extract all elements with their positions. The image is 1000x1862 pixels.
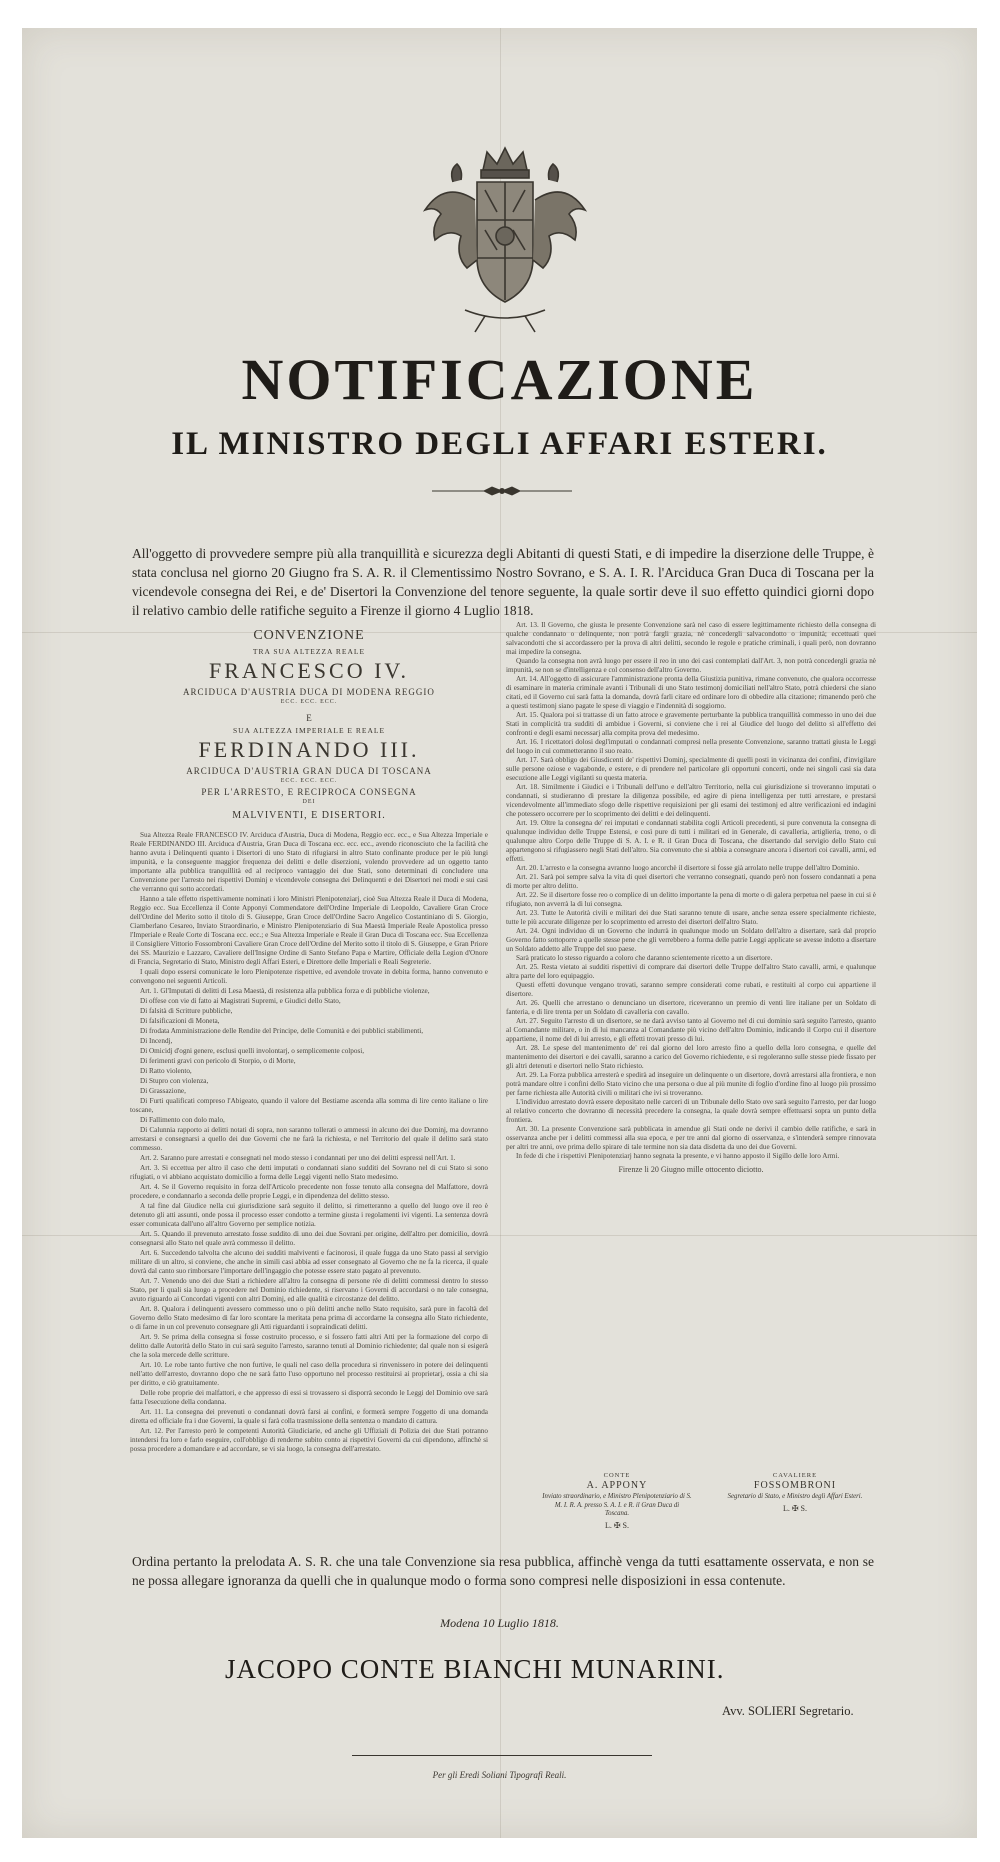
signatory xyxy=(720,1472,870,1513)
article-paragraph: Art. 13. Il Governo, che giusta le presente Convenzione sarà nel caso di essere legittimamente richiesto della consegna di qualche condannato o delinquente, non potrà fargli grazia, nè concedergli salvacondotto o impunità; eccettuati quei salvacondotti che si accordassero per la prova di altri delitti, secondo le regole e pratiche criminali, i quali però, non dovranno mai impedire la consegna. xyxy=(506,621,876,656)
right-column xyxy=(506,611,876,1174)
article-paragraph: Art. 29. La Forza pubblica arresterà e spedirà ad inseguire un delinquente o un disertore, dovrà arrestarsi alla frontiera, e non potrà mandare oltre i confini dello Stato vicino che una persona o due al più munite di foglio d'ordine fino al luogo più prossimo per farne richiesta alle Autorità civili o militari che ivi si troveranno. xyxy=(506,1071,876,1097)
article-paragraph: Art. 3. Si eccettua per altro il caso che detti imputati o condannati siano sudditi del Sovrano nel di cui Stato si sono rifugiati, o vi abbiano acquistato domicilio a forma delle Leggi vigenti nello Stato medesimo. xyxy=(130,1164,488,1181)
convention-line: SUA ALTEZZA IMPERIALE E REALE xyxy=(232,726,386,735)
signatory-role: Inviato straordinario, e Ministro Plenipotenziario di S. M. I. R. A. presso S. A. I. e R. il Gran Duca di Toscana. xyxy=(542,1493,692,1517)
closing-paragraph: Ordina pertanto la prelodata A. S. R. che una tale Convenzione sia resa pubblica, affinchè venga da tutti esattamente osservata, e non se ne possa allegare ignoranza da quelli che in qualunque modo o forma sono compresi nelle disposizioni in essa contenute. xyxy=(132,1554,874,1588)
convention-line: TRA SUA ALTEZZA REALE xyxy=(252,647,366,656)
article-paragraph: Di offese con vie di fatto ai Magistrati Supremi, e Giudici dello Stato, xyxy=(140,997,341,1005)
article-paragraph: Di Calunnia rapporto ai delitti notati di sopra, non saranno tollerati o ammessi in alcuno dei due Dominj, ma dovranno arrestarsi e consegnarsi a quello dei due Governi che ne farà la richiesta, e nel Territorio del quale il delitto sarà stato commesso. xyxy=(130,1126,488,1152)
convention-date: Firenze li 20 Giugno mille ottocento diciotto. xyxy=(618,1165,764,1174)
article-paragraph: Art. 16. I ricettatori dolosi degl'imputati o condannati compresi nella presente Convenzione, saranno trattati giusta le Leggi del luogo in cui commetteranno il suo reato. xyxy=(506,738,876,755)
convention-title: CONVENZIONE xyxy=(253,628,365,643)
conjunction: E xyxy=(306,713,312,723)
seal-mark: L. ✠ S. xyxy=(782,1503,808,1513)
article-paragraph: Di Incendj, xyxy=(140,1037,173,1045)
article-paragraph: I quali dopo essersi comunicate le loro Plenipotenze rispettive, ed avendole trovate in debita forma, hanno convenuto e convengono nei seguenti Articoli. xyxy=(130,968,488,985)
article-paragraph: Di Fallimento con dolo malo, xyxy=(140,1116,225,1124)
convention-subject: MALVIVENTI, E DISERTORI. xyxy=(232,810,386,821)
article-paragraph: Art. 1. Gl'Imputati di delitti di Lesa Maestà, di resistenza alla pubblica forza e di pubbliche violenze, xyxy=(140,987,430,995)
article-paragraph: Di falsificazioni di Moneta, xyxy=(140,1017,220,1025)
article-paragraph: Questi effetti dovunque vengano trovati, saranno sempre considerati come rubati, e restituiti al corpo cui appartiene il disertore. xyxy=(506,981,876,998)
article-paragraph: Art. 22. Se il disertore fosse reo o complice di un delitto importante la pena di morte o di galera perpetua nel paese in cui si è rifugiato, non avverrà la di lui consegna. xyxy=(506,891,876,908)
article-paragraph: Di falsità di Scritture pubbliche, xyxy=(140,1007,233,1015)
article-paragraph: Art. 23. Tutte le Autorità civili e militari dei due Stati saranno tenute di usare, anche senza essere specialmente richieste, tutte le più accurate diligenze per lo scoprimento ed arresto dei disertori dell'altro Stato. xyxy=(506,909,876,926)
article-paragraph: Di Ratto violento, xyxy=(140,1067,192,1075)
convention-purpose: PER L'ARRESTO, E RECIPROCA CONSEGNA xyxy=(201,787,417,797)
article-paragraph: Art. 12. Per l'arresto però le competenti Autorità Giudiciarie, ed anche gli Uffiziali di Polizia dei due Stati potranno intendersi fra loro e farlo eseguire, coll'obbligo di renderne subito conto ai rispettivi Governi da cui dipendono, affinchè si possa procedere a domandare e ad accordare, se vi sia luogo, la consegna dell'arrestato. xyxy=(130,1427,488,1453)
notice-sheet xyxy=(22,28,977,1838)
article-paragraph: Art. 7. Venendo uno dei due Stati a richiedere all'altro la consegna di persone rée di delitti commessi dentro lo stesso Stato, per li quali sia luogo a procedere nel Dominio richiedente, si riservano i Governi di accordarsi o no tale consegna, avuto riguardo ai Concordati vigenti con altri Dominj, ed alle qualità e circostanze del delitto. xyxy=(130,1277,488,1303)
article-paragraph: Di Omicidj d'ogni genere, esclusi quelli involontarj, o semplicemente colposi, xyxy=(140,1047,365,1055)
article-paragraph: A tal fine dal Giudice nella cui giurisdizione sarà seguito il delitto, si rimetteranno a quello del luogo ove il reo è detenuto gli atti assunti, onde possa il processo esser condotto a termine giusta i regolamenti ivi vigenti. La sentenza dovrà esser comunicata dall'uno all'altro Governo per semplice notizia. xyxy=(130,1202,488,1228)
ruler-name: FERDINANDO III. xyxy=(198,737,420,762)
intro-paragraph: All'oggetto di provvedere sempre più alla tranquillità e sicurezza degli Abitanti di questi Stati, e di impedire la diserzione delle Truppe, è stata conclusa nel giorno 20 Giugno fra S. A. R. il Clementissimo Nostro Sovrano, e S. A. I. R. l'Arciduca Gran Duca di Toscana per la vicendevole consegna dei Rei, e de' Disertori la Convenzione del tenore seguente, la quale sortir deve il suo effetto quindici giorni dopo il relativo cambio delle ratifiche seguito a Firenze il giorno 4 Luglio 1818. xyxy=(132,546,874,618)
article-paragraph: Art. 30. La presente Convenzione sarà pubblicata in amendue gli Stati onde ne derivi il cambio delle ratifiche, e sarà in osservanza anche per i delitti commessi alla sua epoca, e per tre anni dal giorno di osservanza, e s'intenderà sempre rinnovata per altri tre anni, ove prima dello spirare di tale termine non sia data disdetta da uno dei due Governi. xyxy=(506,1125,876,1151)
article-paragraph: Di frodata Amministrazione delle Rendite del Principe, delle Comunità e dei pubblici stabilimenti, xyxy=(140,1027,424,1035)
article-paragraph: Quando la consegna non avrà luogo per essere il reo in uno dei casi contemplati dall'Art. 3, non potrà concedergli grazia nè impunità, se non se d'intelligenza e col consenso dell'altro Governo. xyxy=(506,657,876,674)
article-paragraph: L'individuo arrestato dovrà essere depositato nelle carceri di un Tribunale dello Stato ove sarà seguito l'arresto, per dar luogo al relativo concerto che dovranno di necessità precedere la consegna, la quale dovrà sempre effettuarsi sopra un punto della frontiera. xyxy=(506,1098,876,1124)
article-paragraph: Art. 25. Resta vietato ai sudditi rispettivi di comprare dai disertori delle Truppe dell'altro Stato cavalli, armi, e qualunque altra parte del loro equipaggio. xyxy=(506,963,876,980)
ornament-divider-icon xyxy=(432,484,572,498)
article-paragraph: Art. 28. Le spese del mantenimento de' rei dal giorno del loro arresto fino a quello della loro consegna, e quelle del mantenimento dei disertori e dei cavalli, saranno a carico del Governo richiedente, e si regoleranno sulle stesse piede fissato per gli altri detenuti e disertori nello Stato richiesto. xyxy=(506,1044,876,1070)
page-title: NOTIFICAZIONE xyxy=(241,347,758,412)
convention-articles-right xyxy=(506,621,876,1174)
article-paragraph: Art. 26. Quelli che arrestano o denunciano un disertore, riceveranno un premio di venti lire italiane per un Soldato di fanteria, e di lire trenta per un Soldato di cavalleria con cavallo. xyxy=(506,999,876,1016)
seal-mark: L. ✠ S. xyxy=(604,1520,630,1530)
signer-name: JACOPO CONTE BIANCHI MUNARINI. xyxy=(225,1654,725,1684)
page-subtitle: IL MINISTRO DEGLI AFFARI ESTERI. xyxy=(171,426,828,462)
article-paragraph: In fede di che i rispettivi Plenipotenziarj hanno segnata la presente, e vi hanno apposto il Sigillo delle loro Armi. xyxy=(516,1152,840,1160)
ruler-name: FRANCESCO IV. xyxy=(209,658,409,683)
ruler-title: ARCIDUCA D'AUSTRIA DUCA DI MODENA REGGIO xyxy=(183,687,435,697)
ruler-title: ARCIDUCA D'AUSTRIA GRAN DUCA DI TOSCANA xyxy=(186,766,432,776)
article-paragraph: Art. 8. Qualora i delinquenti avessero commesso uno o più delitti anche nello Stato requisito, sarà pure in facoltà del Governo dello Stato medesimo di far loro scontare la meritata pena prima di accordarne la consegna allo Stato richiedente, o di farne in un col prevenuto consegnare gli Atti riguardanti i sopraindicati delitti. xyxy=(130,1305,488,1331)
convention-articles-left xyxy=(130,831,488,1454)
signatory-name: A. APPONY xyxy=(586,1480,648,1491)
signatory-rank: CONTE xyxy=(603,1472,631,1479)
left-column xyxy=(130,624,488,1455)
article-paragraph: Di ferimenti gravi con pericolo di Storpio, o di Morte, xyxy=(140,1057,296,1065)
article-paragraph: Art. 15. Qualora poi si trattasse di un fatto atroce e gravemente perturbante la pubblica tranquillità commesso in uno dei due Stati in complicità tra sudditi di ambidue i Governi, si conviene che i rei al Giudice del luogo del delitto sì all'effetto dei confronti e degli esami necessarj alla compita prova del medesimo. xyxy=(506,711,876,737)
signatory xyxy=(542,1472,692,1530)
convention-dei: DEI xyxy=(302,799,316,805)
article-paragraph: Art. 9. Se prima della consegna si fosse costruito processo, e si fossero fatti altri Atti per la formazione del corpo di delitto dalle Autorità dello Stato in cui sarà seguito l'arresto, saranno tenuti al Dominio richiedente; dal quale non si esigerà che la sola mercede delle scritture. xyxy=(130,1333,488,1359)
article-paragraph: Art. 6. Succedendo talvolta che alcuno dei sudditi malviventi e facinorosi, il quale fugga da uno Stato passi al servigio militare di un altro, si conviene, che anche in simili casi abbia ad esser consegnato al Governo che ne fa la ricerca, il quale dovrà dal canto suo rimborsare l'importare dell'ingaggio che potesse essere stato pagato al prevenuto. xyxy=(130,1249,488,1275)
signatory-name: FOSSOMBRONI xyxy=(753,1480,837,1491)
divider-rule xyxy=(352,1755,652,1756)
article-paragraph: Di Grassazione, xyxy=(140,1087,186,1095)
article-paragraph: Delle robe proprie dei malfattori, e che appresso di essi si trovassero si disporrà secondo le Leggi del Dominio ove sarà fatta l'esecuzione della condanna. xyxy=(130,1389,488,1406)
article-paragraph: Di Furti qualificati compreso l'Abigeato, quando il valore del Bestiame ascenda alla somma di lire cento italiane o lire toscane, xyxy=(130,1097,488,1114)
article-paragraph: Art. 24. Ogni individuo di un Governo che indurrà in qualunque modo un Soldato dell'altro a disertare, sarà dal proprio Governo fatto sottoporre a quelle stesse pene che gli verrebbero a forma delle patrie Leggi applicate se avesse indotto a disertare un Soldato addetto alle Truppe del suo paese. xyxy=(506,927,876,953)
secretary-name: Avv. SOLIERI Segretario. xyxy=(722,1704,854,1718)
printer-line: Per gli Eredi Soliani Tipografi Reali. xyxy=(432,1770,567,1780)
article-paragraph: Art. 27. Seguito l'arresto di un disertore, se ne darà avviso tanto al Governo nel di cui dominio sarà seguito l'arresto, quanto al Comandante militare, o in di lui mancanza al Comandante più vicino dell'altro Dominio, indicando il Corpo cui il disertore appartiene, il nome del di lui arresto, e gli effetti trovati presso di lui. xyxy=(506,1017,876,1043)
article-paragraph: Art. 5. Quando il prevenuto arrestato fosse suddito di uno dei due Sovrani per origine, dell'altro per domicilio, dovrà consegnarsi allo Stato nel quale avrà commesso il delitto. xyxy=(130,1230,488,1247)
etc-line: ECC. ECC. ECC. xyxy=(280,778,338,784)
article-paragraph: Art. 14. All'oggetto di assicurare l'amministrazione pronta della Giustizia punitiva, rimane convenuto, che qualora occorresse di esaminare in materia criminale avanti i Tribunali di uno Stato testimonj domiciliati nell'altro Stato, potrà chiedersi che siano citati, ed il Governo cui sarà fatta la domanda, dovrà farli citare ed ordinare loro di obbedire alla citazione; rimanendo però che a questi testimonj siano pagate le spese di viaggio e l'indennità di soggiorno. xyxy=(506,675,876,710)
etc-line: ECC. ECC. ECC. xyxy=(280,699,338,705)
article-paragraph: Art. 2. Saranno pure arrestati e consegnati nel modo stesso i condannati per uno dei delitti espressi nell'Art. 1. xyxy=(140,1154,456,1162)
article-paragraph: Art. 19. Oltre la consegna de' rei imputati e condannati stabilita cogli Articoli precedenti, si pure convenuta la consegna di qualunque individuo delle Truppe Estensi, e così pure di tutti i militari ed in Generale, di cavalleria, artiglieria, treno, o di qualunque altro Corpo delle Truppe di S. A. I. e R. il Gran Duca di Toscana, che disertando dal servigio dello Stato cui appartengono si rifugiassero negli Stati dell'altro. Sia convenuto che si abbia a consegnare ancora i disertori coi cavalli, armi, ed effetti. xyxy=(506,819,876,863)
article-paragraph: Art. 18. Similmente i Giudici e i Tribunali dell'uno e dell'altro Territorio, nella cui giurisdizione si troveranno imputati o condannati, si studieranno di prestare la diligenza possibile, ed agire di piena intelligenza per tutti arrestare, e prestarsi vicendevolmente all'immediato sfogo delle rispettive requisizioni per gli esami dei testimonj ed altre verificazioni ed indagini che potessero occorrere per lo scoprimento dei delitti e dei delinquenti. xyxy=(506,783,876,818)
article-paragraph: Hanno a tale effetto rispettivamente nominati i loro Ministri Plenipotenziarj, cioè Sua Altezza Reale il Duca di Modena, Reggio ecc. Sua Eccellenza il Conte Apponyi Commendatore dell'Ordine Imperiale di Leopoldo, Cavaliere Gran Croce dell'Ordine del Merito sotto il titolo di S. Giuseppe, Gran Croce dell'Ordine Sacro Angelico Costantiniano di S. Giorgio, Ciamberlano Cesareo, Inviato Straordinario, e Ministro Plenipotenziario di Sua Maestà Imperiale Reale Apostolica presso l'Imperiale e Reale Corte di Toscana ecc. ecc.; e Sua Altezza Imperiale e Reale il Gran Duca di Toscana ecc. Sua Eccellenza il Consigliere Vittorio Fossombroni Cavaliere Gran Croce dell'Ordine del Merito sotto il titolo di S. Giuseppe, e Gran Priore dei SS. Maurizio e Lazzaro, Cavaliere dell'Insigne Ordine di Santo Stefano Papa e Martire, Officiale della Legion d'Onore di Francia, Segretario di Stato, Ministro degli Affari Esteri, e Direttore delle Imperiali e Reali Segreterie. xyxy=(130,895,488,966)
signatory-rank: CAVALIERE xyxy=(772,1472,818,1479)
signatory-role: Segretario di Stato, e Ministro degli Affari Esteri. xyxy=(727,1493,863,1500)
article-paragraph: Di Stupro con violenza, xyxy=(140,1077,209,1085)
article-paragraph: Sua Altezza Reale FRANCESCO IV. Arciduca d'Austria, Duca di Modena, Reggio ecc. ecc., e Sua Altezza Imperiale e Reale FERDINANDO III. Arciduca d'Austria, Gran Duca di Toscana ecc. ecc. ecc., avendo riconosciuto che la facilità che hanno avuta i Delinquenti quanto i Disertori di uno Stato di rifugiarsi in altro Stato confinante produce per le più lungi impunità, e la conseguente maggior frequenza dei delitti e delle diserzioni, volendo provvedere ad un oggetto tanto importante alla pubblica tranquillità ed al reciproco vantaggio dei due Stati, sono determinati di concludere una Convenzione per l'arresto nei rispettivi Dominj e vicendevole consegna dei Delinquenti e dei Disertori nei modi e sui casi che verranno qui sotto accordati. xyxy=(130,831,488,893)
article-paragraph: Sarà praticato lo stesso riguardo a coloro che daranno scientemente ricetto a un disertore. xyxy=(516,954,773,962)
article-paragraph: Art. 11. La consegna dei prevenuti o condannati dovrà farsi ai confini, e formerà sempre l'oggetto di una domanda diretta ed officiale fra i due Governi, la quale si farà colla trasmissione della sentenza o mandato di cattura. xyxy=(130,1408,488,1425)
ducal-crest-icon xyxy=(405,140,605,340)
date-line: Modena 10 Luglio 1818. xyxy=(440,1616,559,1630)
article-paragraph: Art. 4. Se il Governo requisito in forza dell'Articolo precedente non fosse tenuto alla consegna del Malfattore, dovrà procedere, e condannarlo a seconda delle proprie Leggi, e in dipendenza del delitto stesso. xyxy=(130,1183,488,1200)
article-paragraph: Art. 21. Sarà poi sempre salva la vita di quei disertori che verranno consegnati, quando però non fossero condannati a pena di morte per altro delitto. xyxy=(506,873,876,890)
article-paragraph: Art. 20. L'arresto e la consegna avranno luogo ancorchè il disertore si fosse già arrolato nelle truppe dell'altro Dominio. xyxy=(516,864,860,872)
article-paragraph: Art. 10. Le robe tanto furtive che non furtive, le quali nel caso della procedura si rinvenissero in potere dei delinquenti nell'atto dell'arresto, dovranno dopo che ne sarà fatto l'uso opportuno nel processo restituirsi ai proprietarj, ossia a chi sia per diritto, e ciò gratuitamente. xyxy=(130,1361,488,1387)
article-paragraph: Art. 17. Sarà obbligo dei Giusdicenti de' rispettivi Dominj, specialmente di quelli posti in vicinanza dei confini, d'invigilare sulle persone oziose e vagabonde, e estere, e di prendere nel particolare gli opportuni concerti, onde nei singoli casi sia data esecuzione alle Leggi vigilanti su questa materia. xyxy=(506,756,876,782)
